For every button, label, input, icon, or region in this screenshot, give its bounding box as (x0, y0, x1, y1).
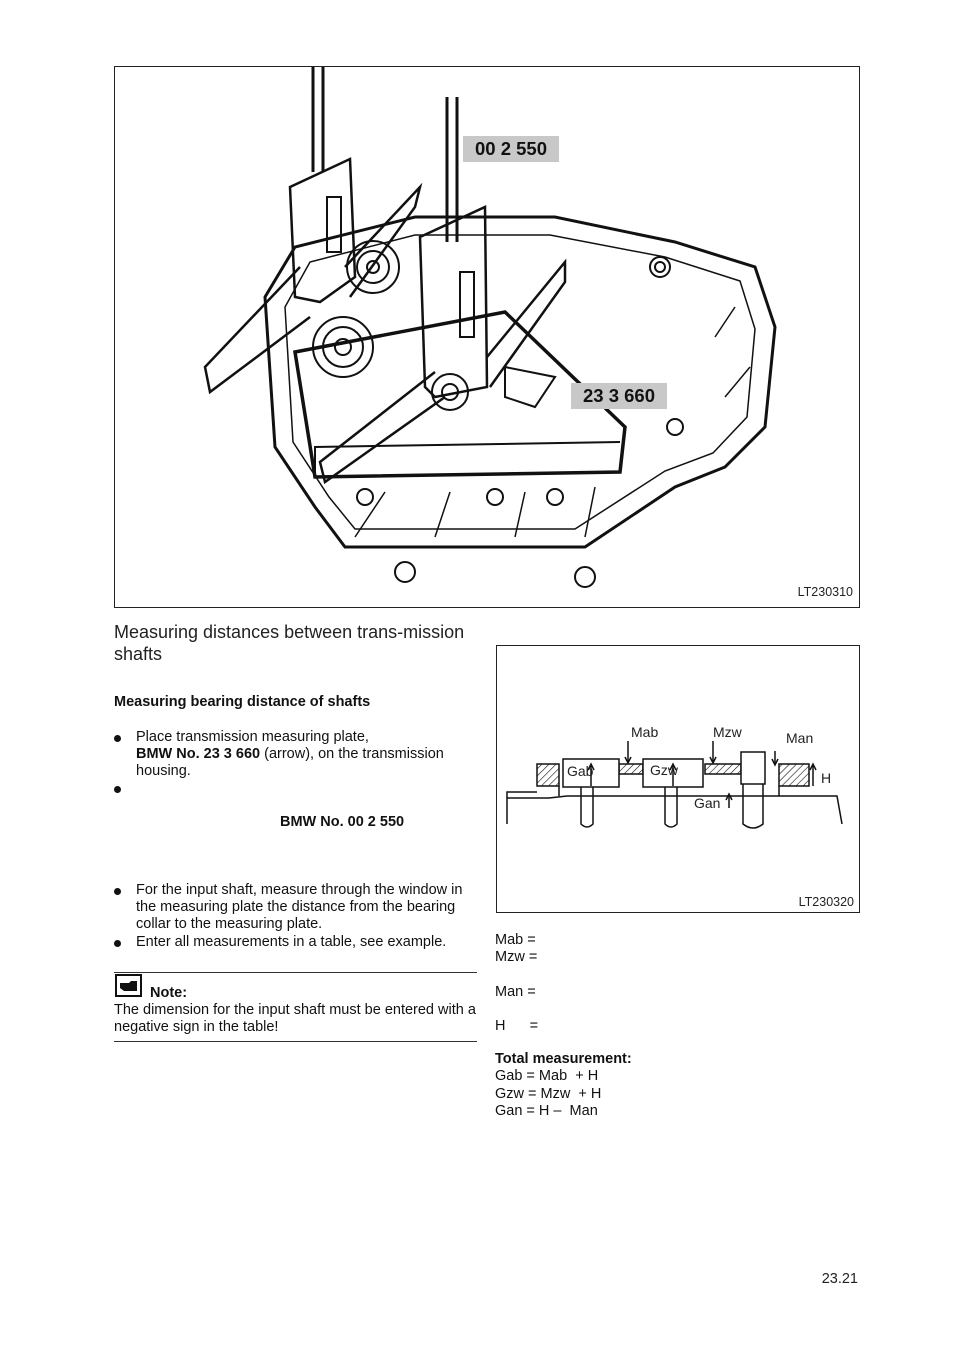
tool-callout-23-3-660: 23 3 660 (571, 383, 667, 409)
part-number: BMW No. 23 3 660 (136, 746, 261, 762)
figure-measuring-setup (114, 66, 860, 608)
bullet-text: (arrow), on the transmission housing. (136, 746, 444, 779)
total-gan: Gan = H – Man (495, 1103, 598, 1119)
note-box (114, 972, 477, 1042)
figure-measurement-diagram (496, 645, 860, 913)
note-label: Note: (150, 985, 188, 1001)
measurement-man: Man = (495, 984, 536, 1000)
total-gzw: Gzw = Mzw + H (495, 1086, 602, 1102)
bullet-item (114, 729, 478, 780)
note-text: The dimension for the input shaft must be entered with a negative sign in the table! (114, 1002, 476, 1035)
total-gab: Gab = Mab + H (495, 1068, 599, 1084)
page-number: 23.21 (821, 1271, 858, 1287)
measurement-h: H = (495, 1018, 539, 1034)
figure-code: LT230310 (797, 585, 853, 599)
subheading: Measuring bearing distance of shafts (114, 694, 371, 710)
label-mab: Mab (631, 724, 659, 740)
label-man: Man (786, 730, 814, 746)
bullet-icon (114, 888, 121, 895)
bullet-text: Place transmission measuring plate, (136, 729, 369, 745)
bullet-item (114, 882, 478, 933)
label-gan: Gan (694, 795, 721, 811)
measurement-mzw: Mzw = (495, 949, 538, 965)
tool-callout-00-2-550: 00 2 550 (463, 136, 559, 162)
bullet-icon (114, 786, 121, 793)
label-h: H (821, 770, 832, 786)
note-hand-icon (115, 972, 143, 998)
bullet-text: For the input shaft, measure through the window in the measuring plate the distance from the bearing collar to the measuring plate. (136, 882, 463, 932)
label-gab: Gab (567, 763, 594, 779)
bullet-icon (114, 940, 121, 947)
figure-code: LT230320 (798, 895, 854, 909)
section-title: Measuring distances between trans-mission shafts (114, 622, 465, 664)
bullet-item (114, 934, 478, 951)
total-heading: Total measurement: (495, 1051, 632, 1067)
label-gzw: Gzw (650, 762, 678, 778)
shaft-cross-section-diagram (497, 646, 859, 912)
label-mzw: Mzw (713, 724, 742, 740)
bullet-icon (114, 735, 121, 742)
part-number: BMW No. 00 2 550 (280, 814, 405, 830)
bullet-text: Enter all measurements in a table, see example. (136, 934, 447, 950)
measurement-mab: Mab = (495, 932, 536, 948)
